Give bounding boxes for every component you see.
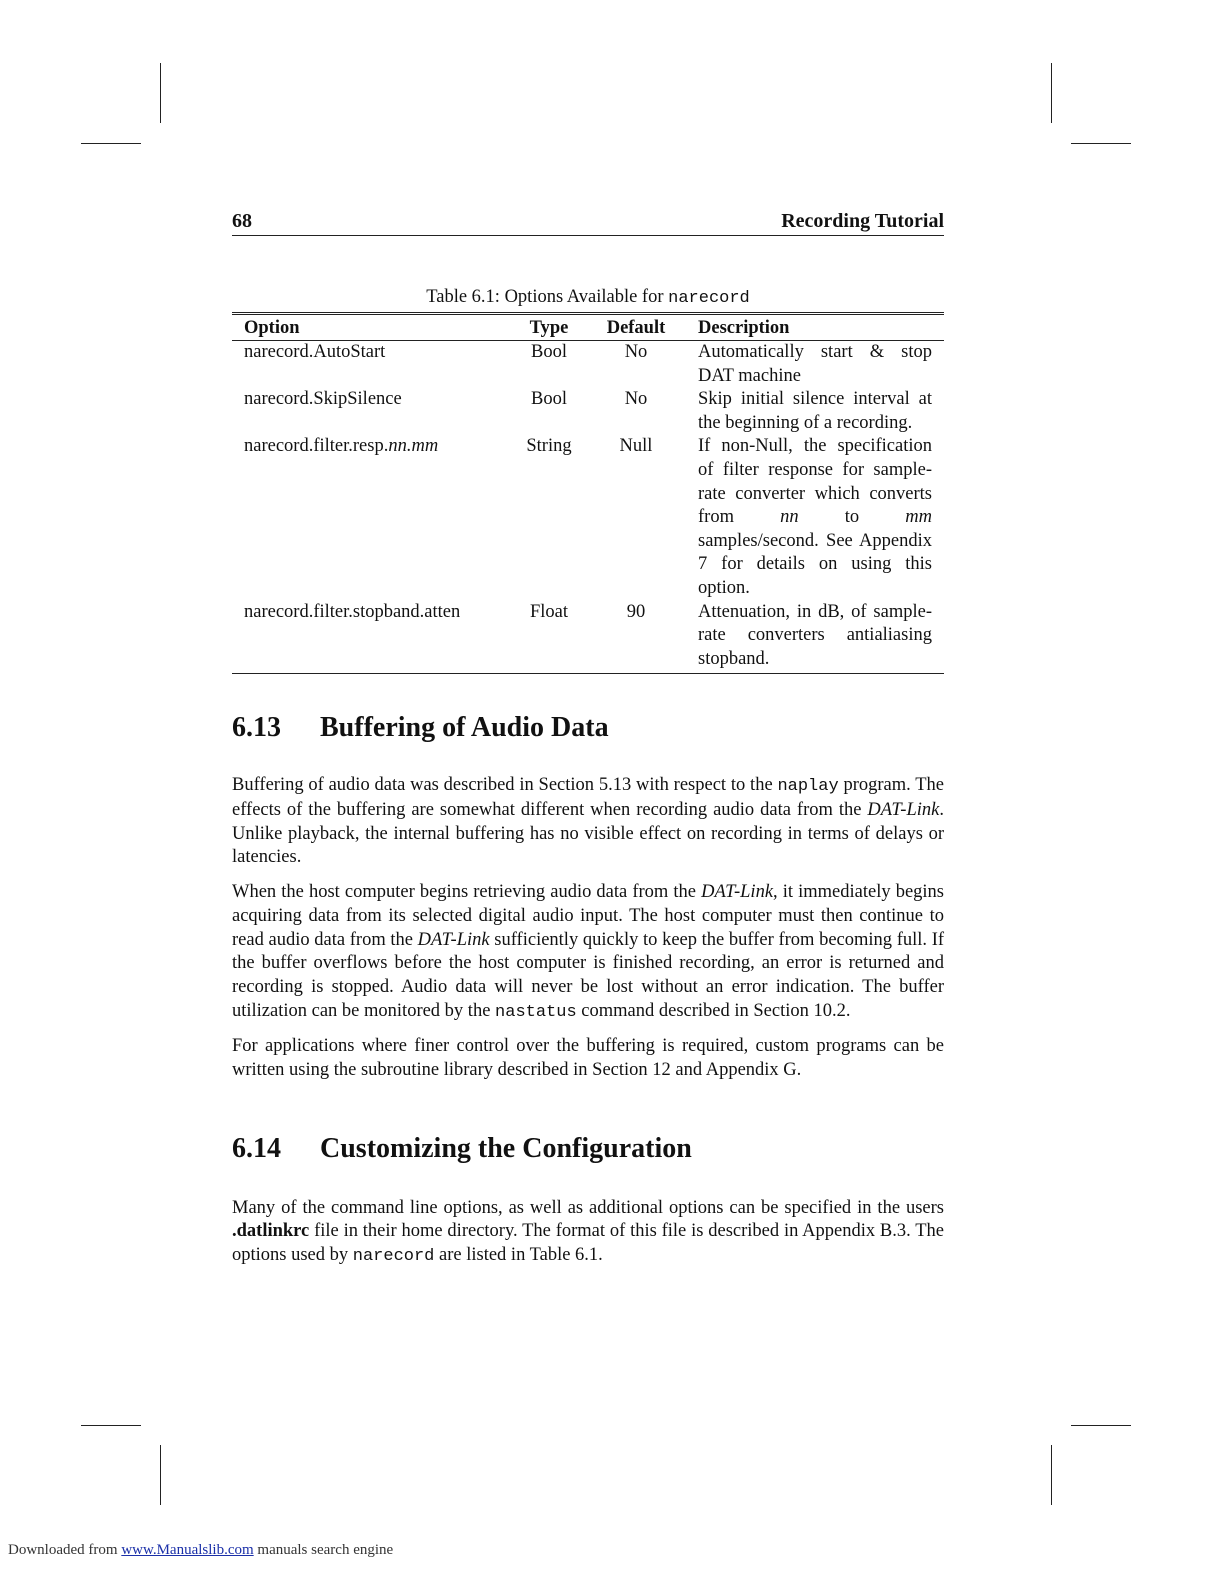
section-heading-6-14 xyxy=(232,1133,944,1165)
desc-text: to xyxy=(844,507,860,528)
crop-mark xyxy=(81,143,141,144)
options-table xyxy=(232,312,944,674)
text: , it immediately begins acquiring data from its selected digital audio input. The host computer must then continue to read audio data from the xyxy=(232,882,944,950)
default-cell: Null xyxy=(619,436,653,457)
table-caption xyxy=(232,286,944,310)
description-cell: Attenuation, in dB, of sample-rate converters antialiasing stopband. xyxy=(698,601,932,669)
type-cell: Float xyxy=(529,601,569,622)
type-cell: Bool xyxy=(531,389,567,410)
option-cell: narecord.AutoStart xyxy=(244,342,386,362)
crop-mark xyxy=(81,1425,141,1426)
text: Buffering of audio data was described in Section 5.13 with respect to the xyxy=(232,775,773,796)
text: are listed in Table 6.1. xyxy=(439,1245,603,1266)
download-footer xyxy=(8,1542,393,1559)
table-row xyxy=(232,388,944,435)
crop-mark xyxy=(1071,143,1131,144)
column-header: Description xyxy=(686,314,944,341)
section-number: 6.13 xyxy=(232,712,281,744)
paragraph xyxy=(232,774,944,870)
page-content xyxy=(232,210,944,1280)
caption-command: narecord xyxy=(668,289,750,308)
column-header: Option xyxy=(232,314,512,341)
default-cell: 90 xyxy=(626,601,646,622)
table-row xyxy=(232,341,944,389)
footer-text: Downloaded from xyxy=(8,1542,118,1558)
text: program. The effects of the buffering are somewhat different when recording audio data from the xyxy=(232,775,944,821)
caption-text: Table 6.1: Options Available for xyxy=(426,287,664,307)
desc-variable: nn xyxy=(780,507,799,528)
option-cell xyxy=(232,435,512,600)
section-title: Buffering of Audio Data xyxy=(320,712,609,744)
section-title: Customizing the Configuration xyxy=(320,1132,692,1164)
desc-variable: mm xyxy=(905,507,933,528)
desc-text: If non-Null, the specification of filter response for sample-rate converter which converts from xyxy=(698,436,932,528)
running-header xyxy=(232,210,944,236)
default-cell: No xyxy=(624,389,648,410)
column-header: Type xyxy=(512,314,586,341)
text: command described in Section 10.2. xyxy=(581,1000,851,1021)
default-cell: No xyxy=(624,342,648,362)
footer-text: manuals search engine xyxy=(257,1542,394,1558)
option-cell: narecord.SkipSilence xyxy=(244,389,402,410)
crop-mark xyxy=(160,1445,161,1505)
crop-mark xyxy=(1071,1425,1131,1426)
command-name: nastatus xyxy=(495,1002,577,1022)
crop-mark xyxy=(1051,1445,1052,1505)
crop-mark xyxy=(160,63,161,123)
text: When the host computer begins retrieving audio data from the xyxy=(232,882,696,903)
description-cell xyxy=(686,435,944,600)
product-name: DAT-Link xyxy=(417,929,490,950)
text: sufficiently quickly to keep the buffer from becoming full. If the buffer overflows before the host computer is finished recording, an error is returned and recording is stopped. Audio data will never be lost without an error indication. The buffer utilization can be monitored by the xyxy=(232,929,945,1021)
command-name: naplay xyxy=(777,777,839,797)
table-row xyxy=(232,435,944,600)
text: file in their home directory. The format of this file is described in Appendix B.3. The options used by xyxy=(232,1221,945,1266)
page-number: 68 xyxy=(232,210,252,232)
description-cell: Skip initial silence interval at the beginning of a recording. xyxy=(698,389,932,433)
desc-text: samples/second. See Appendix 7 for details on using this option. xyxy=(698,530,932,598)
command-name: narecord xyxy=(352,1247,435,1267)
option-prefix: narecord.filter.resp. xyxy=(244,436,389,457)
running-title: Recording Tutorial xyxy=(781,210,944,232)
text: Many of the command line options, as well as additional options can be specified in the users xyxy=(232,1197,944,1218)
paragraph xyxy=(232,1197,944,1269)
paragraph xyxy=(232,881,944,1024)
table-row xyxy=(232,601,944,674)
paragraph: For applications where finer control over the buffering is required, custom programs can be written using the subroutine library described in Section 12 and Appendix G. xyxy=(232,1036,944,1081)
manualslib-link[interactable]: www.Manualslib.com xyxy=(121,1542,254,1558)
table-header-row xyxy=(232,314,944,341)
product-name: DAT-Link xyxy=(867,800,940,821)
section-number: 6.14 xyxy=(232,1132,281,1164)
option-cell: narecord.filter.stopband.atten xyxy=(244,601,461,622)
product-name: DAT-Link xyxy=(701,882,774,903)
text: . Unlike playback, the internal buffering has no visible effect on recording in terms of delays or latencies. xyxy=(232,800,944,868)
file-name: .datlinkrc xyxy=(232,1221,310,1242)
option-variable: nn.mm xyxy=(388,436,439,457)
type-cell: Bool xyxy=(531,342,567,362)
section-heading-6-13 xyxy=(232,712,944,744)
description-cell: Automatically start & stop DAT machine xyxy=(698,342,932,386)
type-cell: String xyxy=(526,436,572,457)
column-header: Default xyxy=(586,314,686,341)
crop-mark xyxy=(1051,63,1052,123)
